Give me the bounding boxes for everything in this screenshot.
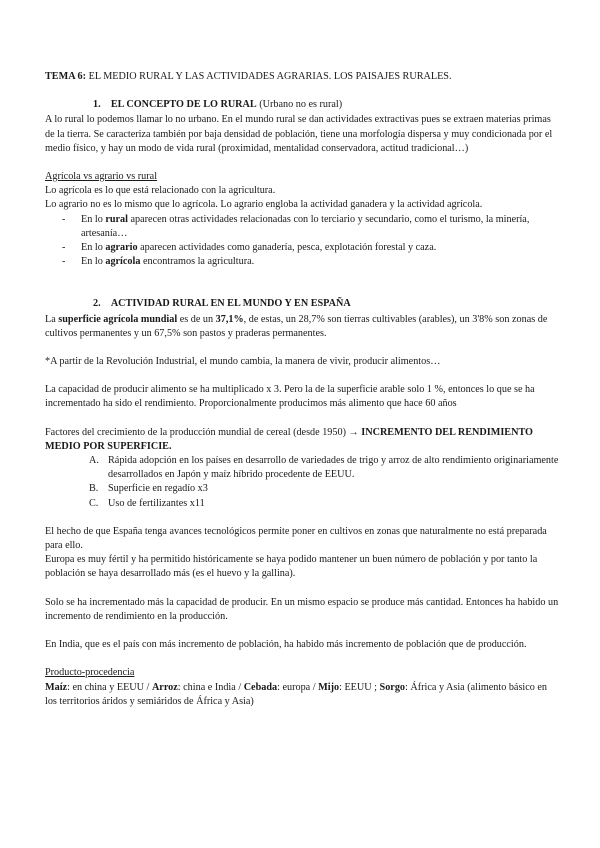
title-label: TEMA 6: [45, 71, 87, 82]
capacidad-paragraph: La capacidad de producir alimento se ha multiplicado x 3. Pero la de la superficie arable solo 1 %, entonces lo que se ha incrementado ha sido el rendimiento. Proporcionalmente producimos más alimento que hace 60 años [45, 384, 535, 410]
superficie-paragraph: La superficie agrícola mundial es de un 37,1%, de estas, un 28,7% son tierras cultivables (arables), un 3'8% son zonas de cultivos permanentes y un 67,5% son pastos y praderas permanentes. [45, 313, 548, 339]
europa-paragraph: Europa es muy fértil y ha permitido históricamente se haya podido mantener un buen número de población y por tanto la población se haya desarrollado más (es el huevo y la gallina). [45, 554, 538, 580]
dash-marker: - [62, 242, 66, 254]
bold-term: Cebada [243, 681, 278, 693]
list-item-text: Rápida adopción en los países en desarrollo de variedades de trigo y arroz de alto rendimiento originariamente desarrollados en Japón y maíz híbrido procedente de EEUU. [108, 455, 559, 481]
agricola-line: Lo agrícola es lo que está relacionado con la agricultura. [45, 185, 276, 197]
list-item [89, 454, 560, 482]
rendimiento-paragraph: Solo se ha incrementado más la capacidad de producir. En un mismo espacio se produce más cantidad. Entonces ha habido un incremento de rendimiento en la producción. [45, 596, 559, 622]
list-item-text: En lo rural aparecen otras actividades relacionadas con lo terciario y secundario, como el turismo, la minería, artesanía… [81, 213, 530, 239]
india-paragraph: En India, que es el país con más incremento de población, ha habido más incremento de población que de producción. [45, 639, 527, 651]
document-title [45, 70, 560, 84]
section-1-note: (Urbano no es rural) [256, 99, 343, 111]
bold-term: agrícola [105, 256, 141, 268]
list-item [62, 255, 560, 269]
list-item [62, 241, 560, 255]
espana-paragraph: El hecho de que España tenga avances tecnológicos permite poner en cultivos en zonas que naturalmente no está preparada para ello. [45, 525, 547, 552]
list-item [62, 213, 560, 241]
document-page [45, 70, 560, 709]
bold-term: superficie agrícola mundial [58, 313, 178, 325]
bold-term: agrario [105, 242, 138, 254]
section-1-title: EL CONCEPTO DE LO RURAL [110, 99, 257, 111]
list-item-text: Superficie en regadío x3 [108, 483, 208, 495]
section-1-heading [45, 98, 560, 112]
rural-definition-paragraph: A lo rural lo podemos llamar lo no urbano. En el mundo rural se dan actividades extractivas pues se extraen materias primas de la tierra. Se caracteriza también por baja densidad de población, tiene una morfología dispersa y muy condicionada por el medio físico, y hay un modo de vida rural (proximidad, mentalidad conservadora, actitud tradicional…) [45, 114, 553, 154]
agrario-line: Lo agrario no es lo mismo que lo agrícola. Lo agrario engloba la actividad ganadera y la actividad agrícola. [45, 199, 483, 211]
bold-term: INCREMENTO DEL RENDIMIENTO MEDIO POR SUPERFICIE. [45, 426, 533, 452]
list-item-text: En lo agrario aparecen actividades como ganadería, pesca, explotación forestal y caza. [81, 242, 437, 254]
revolucion-paragraph: *A partir de la Revolución Industrial, el mundo cambia, la manera de vivir, producir alimentos… [45, 356, 441, 368]
producto-subheading: Producto-procedencia [45, 667, 135, 679]
section-1-number: 1. [93, 99, 101, 111]
title-text: EL MEDIO RURAL Y LAS ACTIVIDADES AGRARIAS. LOS PAISAJES RURALES. [86, 71, 452, 82]
section-2-heading [45, 297, 560, 311]
list-item-text: En lo agrícola encontramos la agricultura. [81, 256, 255, 268]
factores-paragraph: Factores del crecimiento de la producción mundial de cereal (desde 1950) → INCREMENTO DEL RENDIMIENTO MEDIO POR SUPERFICIE. [45, 426, 533, 452]
bold-term: 37,1% [215, 313, 244, 325]
letter-marker: C. [89, 497, 99, 509]
productos-paragraph: Maíz: en china y EEUU / Arroz: china e India / Cebada: europa / Mijo: EEUU ; Sorgo: África y Asia (alimento básico en los territorios áridos y semiáridos de África y Asia) [45, 681, 548, 707]
section-2-number: 2. [93, 298, 101, 310]
letter-marker: B. [89, 483, 99, 495]
agricola-subheading: Agrícola vs agrario vs rural [45, 171, 158, 183]
list-item [89, 497, 560, 511]
bold-term: Sorgo [379, 681, 406, 693]
list-item-text: Uso de fertilizantes x11 [108, 497, 205, 509]
dash-marker: - [62, 256, 66, 268]
bold-term: Mijo [318, 681, 340, 693]
section-2-title: ACTIVIDAD RURAL EN EL MUNDO Y EN ESPAÑA [110, 298, 351, 310]
letter-marker: A. [89, 455, 99, 467]
bold-term: Arroz [151, 681, 178, 693]
dash-marker: - [62, 213, 66, 225]
list-item [89, 482, 560, 496]
bold-term: Maíz [45, 681, 68, 693]
bold-term: rural [105, 213, 128, 225]
